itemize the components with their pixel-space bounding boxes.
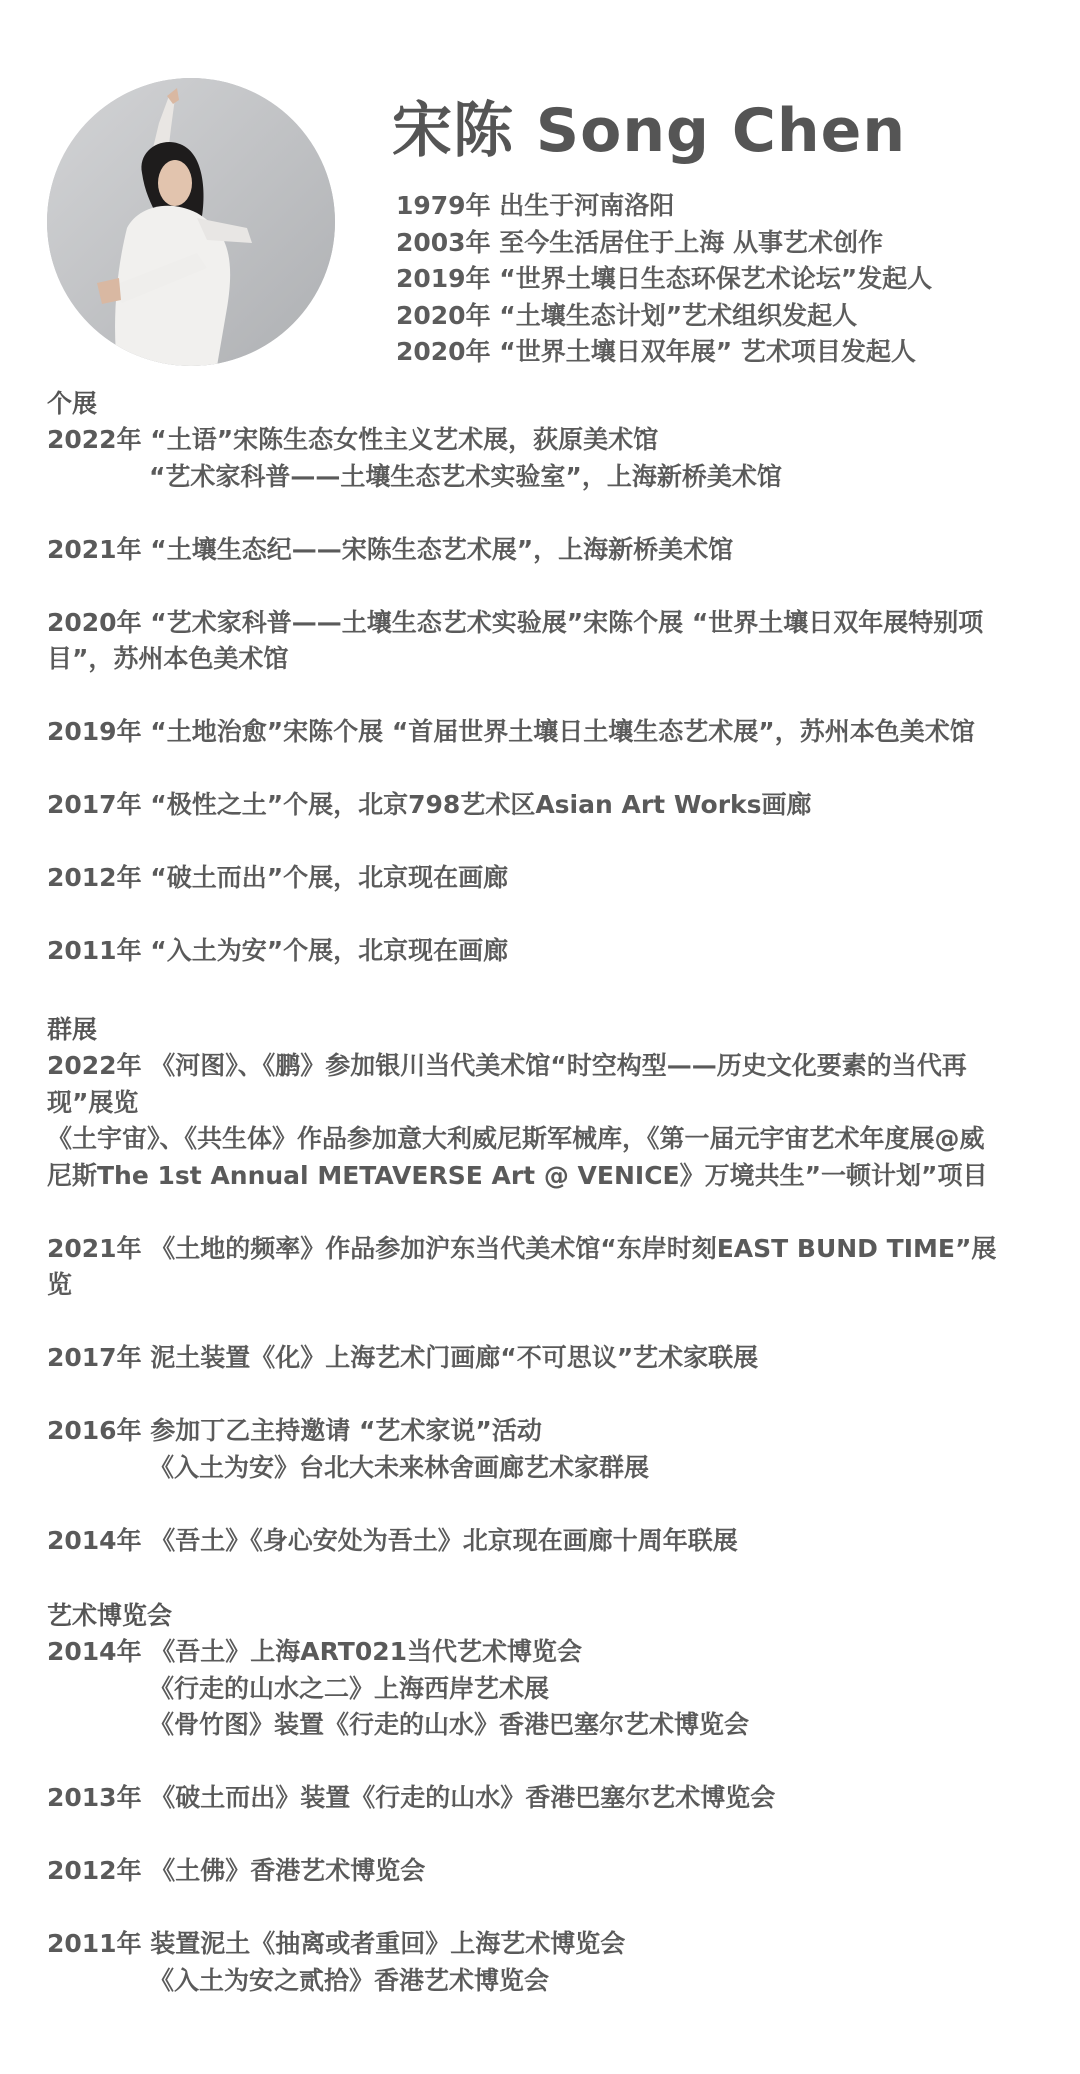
list-item — [47, 1853, 1047, 1890]
entry-line: 尼斯The 1st Annual METAVERSE Art @ VENICE》万境共生”一顿计划”项目 — [47, 1160, 988, 1190]
entry-line: “艺术家科普——土壤生态艺术实验室”，上海新桥美术馆 — [149, 461, 782, 491]
art-fairs-list — [47, 1634, 1047, 1999]
list-item — [47, 1523, 1047, 1560]
list-item — [47, 933, 1047, 970]
entry-line: 目”，苏州本色美术馆 — [47, 644, 289, 673]
entry-line: 2011年 “入土为安”个展，北京现在画廊 — [47, 936, 509, 965]
bio-line: 1979年 出生于河南洛阳 — [396, 191, 675, 220]
entry-line: 2014年 《吾土》《身心安处为吾土》北京现在画廊十周年联展 — [47, 1525, 738, 1555]
entry-line: 2013年 《破土而出》装置《行走的山水》香港巴塞尔艺术博览会 — [47, 1783, 776, 1812]
entry-line: 2021年 “土壤生态纪——宋陈生态艺术展”，上海新桥美术馆 — [47, 534, 734, 564]
list-item — [47, 1413, 1047, 1486]
entry-line: 2012年 《土佛》香港艺术博览会 — [47, 1856, 426, 1885]
solo-exhibitions-heading: 个展 — [47, 389, 98, 418]
entry-line: 2011年 装置泥土《抽离或者重回》上海艺术博览会 — [47, 1929, 626, 1958]
solo-exhibitions-list — [47, 422, 1047, 970]
entry-line: 2021年 《土地的频率》作品参加沪东当代美术馆“东岸时刻EAST BUND TIME”展 — [47, 1233, 997, 1263]
list-item — [47, 787, 1047, 824]
entry-line: 2012年 “破土而出”个展，北京现在画廊 — [47, 863, 509, 892]
entry-line: 2016年 参加丁乙主持邀请 “艺术家说”活动 — [47, 1416, 542, 1445]
entry-line: 2020年 “艺术家科普——土壤生态艺术实验展”宋陈个展 “世界土壤日双年展特别项 — [47, 607, 984, 637]
list-item — [47, 1926, 1047, 1999]
list-item — [47, 1231, 1047, 1304]
entry-line: 《入土为安》台北大未来林舍画廊艺术家群展 — [149, 1452, 650, 1482]
art-fairs-heading: 艺术博览会 — [47, 1601, 173, 1630]
entry-line: 览 — [47, 1270, 73, 1299]
entry-line: 《行走的山水之二》上海西岸艺术展 — [149, 1673, 550, 1703]
list-item — [47, 605, 1047, 678]
list-item — [47, 422, 1047, 495]
list-item — [47, 860, 1047, 897]
entry-line: 2019年 “土地治愈”宋陈个展 “首届世界土壤日土壤生态艺术展”，苏州本色美术馆 — [47, 717, 975, 746]
group-exhibitions-list — [47, 1048, 1047, 1559]
artist-name: 宋陈 Song Chen — [392, 96, 907, 166]
list-item — [47, 714, 1047, 751]
list-item — [47, 1048, 1047, 1194]
entry-line: 《入土为安之贰拾》香港艺术博览会 — [149, 1965, 550, 1995]
entry-line: 2017年 泥土装置《化》上海艺术门画廊“不可思议”艺术家联展 — [47, 1343, 759, 1372]
portrait-image — [47, 78, 335, 366]
list-item — [47, 1780, 1047, 1817]
list-item — [47, 1340, 1047, 1377]
entry-line: 《骨竹图》装置《行走的山水》香港巴塞尔艺术博览会 — [149, 1710, 750, 1739]
list-item — [47, 1634, 1047, 1744]
bio-line: 2003年 至今生活居住于上海 从事艺术创作 — [396, 227, 883, 257]
artist-portrait — [47, 78, 335, 366]
bio-line: 2020年 “世界土壤日双年展” 艺术项目发起人 — [396, 337, 916, 366]
bio-line: 2019年 “世界土壤日生态环保艺术论坛”发起人 — [396, 264, 933, 293]
entry-line: 现”展览 — [47, 1087, 139, 1117]
entry-line: 《土宇宙》、《共生体》作品参加意大利威尼斯军械库，《第一届元宇宙艺术年度展@威 — [47, 1124, 985, 1153]
entry-line: 2022年 “土语”宋陈生态女性主义艺术展，荻原美术馆 — [47, 425, 659, 454]
entry-line: 2017年 “极性之土”个展，北京798艺术区Asian Art Works画廊 — [47, 790, 812, 819]
group-exhibitions-heading: 群展 — [47, 1015, 98, 1044]
entry-line: 2022年 《河图》、《鹏》参加银川当代美术馆“时空构型——历史文化要素的当代再 — [47, 1051, 967, 1080]
list-item — [47, 532, 1047, 569]
bio-line: 2020年 “土壤生态计划”艺术组织发起人 — [396, 300, 858, 330]
bio-list — [396, 188, 932, 371]
entry-line: 2014年 《吾土》上海ART021当代艺术博览会 — [47, 1637, 582, 1666]
